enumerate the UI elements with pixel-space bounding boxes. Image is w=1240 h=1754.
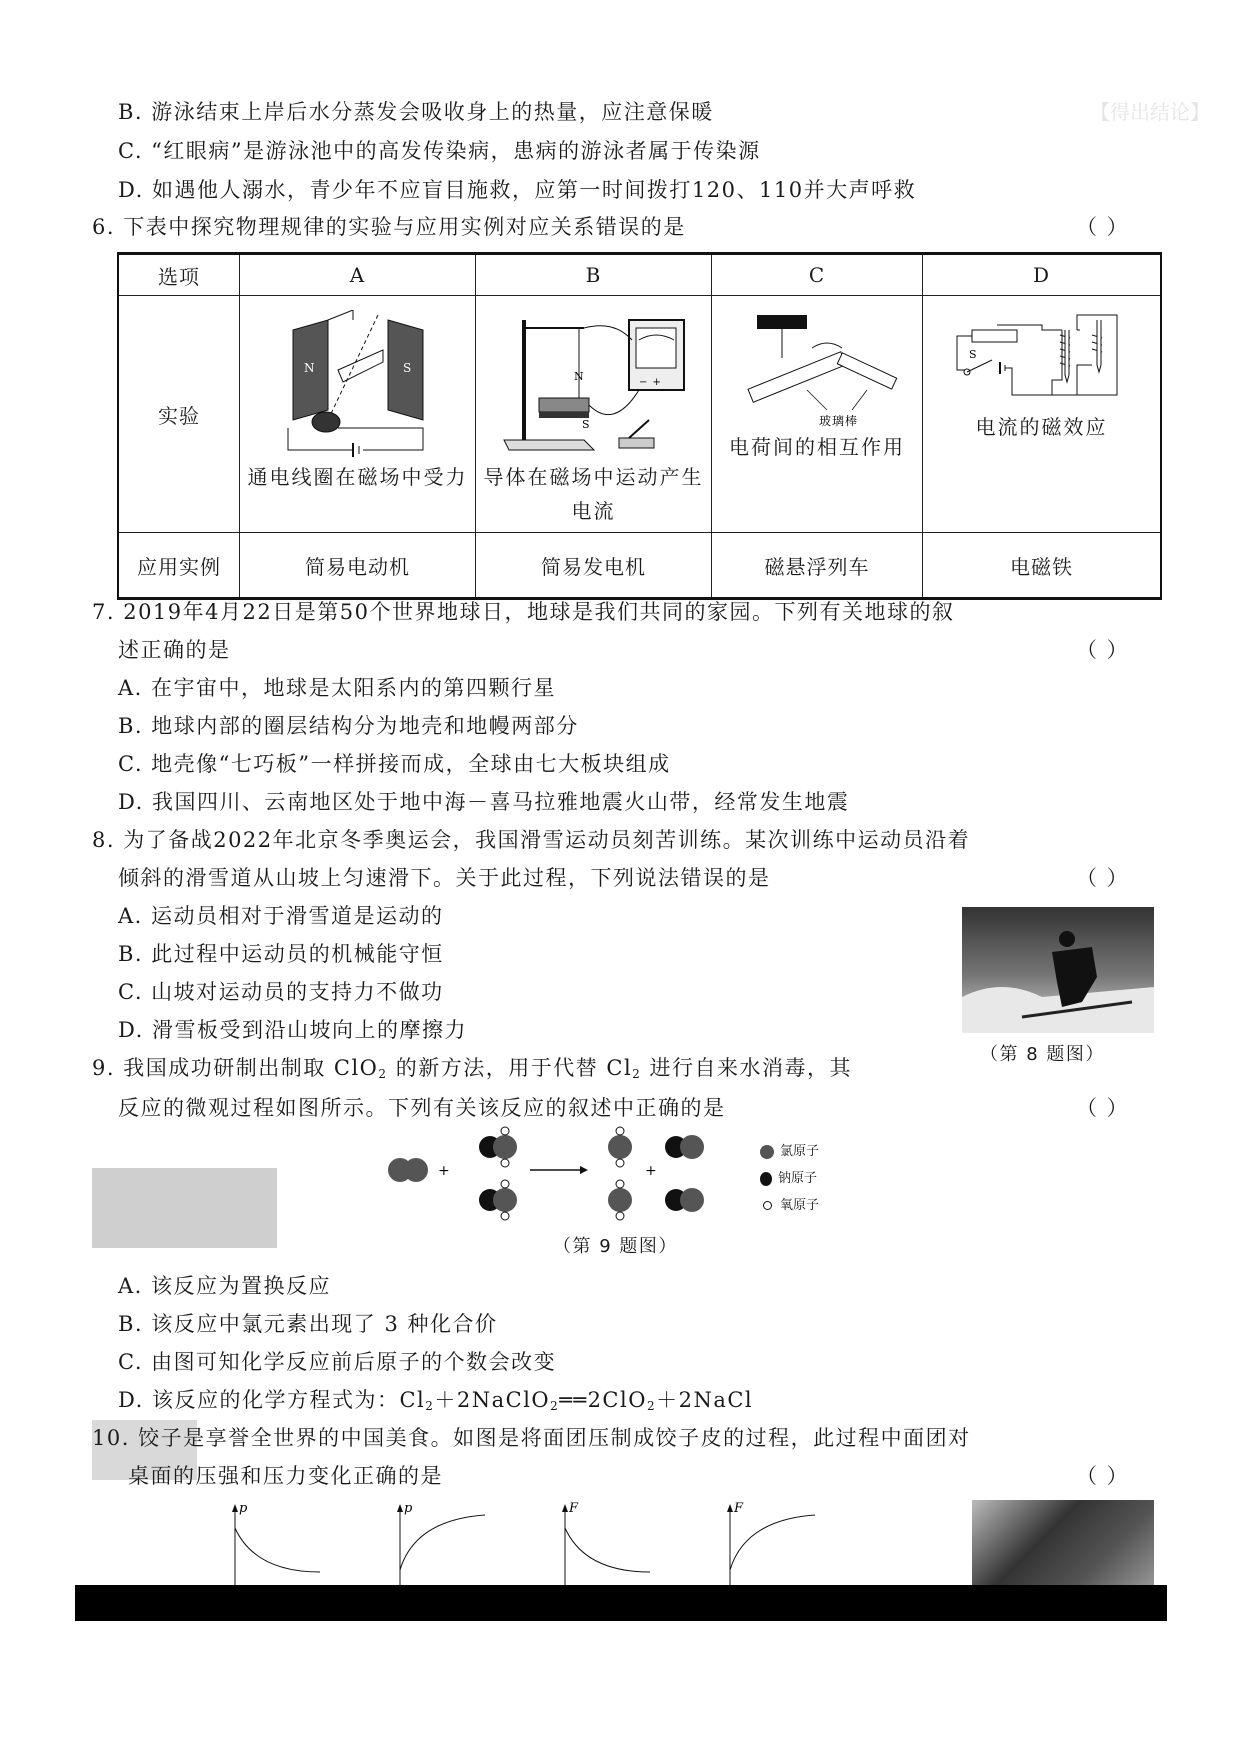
q10-option-graphs [225, 1500, 745, 1590]
legend-sodium [760, 1167, 819, 1186]
q7-option-a: A. 在宇宙中，地球是太阳系内的第四颗行星 [118, 676, 557, 700]
q9-stem-line1 [92, 1052, 852, 1082]
svg-text:N: N [573, 370, 585, 383]
q9-stem-line2: 反应的微观过程如图所示。下列有关该反应的叙述中正确的是 [118, 1096, 726, 1120]
q5-option-c: C. “红眼病”是游泳池中的高发传染病，患病的游泳者属于传染源 [118, 139, 761, 163]
experiment-b-caption: 导体在磁场中运动产生电流 [483, 465, 704, 523]
svg-text:+: + [438, 1163, 450, 1179]
header-a: A [240, 254, 476, 296]
q5-option-d: D. 如遇他人溺水，青少年不应盲目施救，应第一时间拨打120、110并大声呼救 [118, 178, 917, 202]
q8-option-d: D. 滑雪板受到沿山坡向上的摩擦力 [118, 1018, 467, 1042]
equation-part: ══2ClO [559, 1388, 647, 1412]
q8-stem-line1: 8. 为了备战2022年北京冬季奥运会，我国滑雪运动员刻苦训练。某次训练中运动员沿着 [92, 828, 971, 852]
q6-experiment-table [117, 252, 1162, 600]
q7-stem-line2: 述正确的是 [118, 638, 231, 662]
q8-answer-bracket: （ ） [1076, 866, 1130, 890]
q9-option-d [118, 1384, 753, 1414]
q5-option-b: B. 游泳结束上岸后水分蒸发会吸收身上的热量，应注意保暖 [118, 100, 714, 124]
reaction-diagram [380, 1125, 710, 1225]
skier-silhouette [962, 907, 1154, 1033]
skier-photo [962, 907, 1154, 1033]
graph-d-curve [715, 1500, 825, 1590]
q8-option-a: A. 运动员相对于滑雪道是运动的 [118, 904, 444, 928]
svg-text:S: S [402, 361, 412, 375]
q7-option-c: C. 地壳像“七巧板”一样拼接而成，全球由七大板块组成 [118, 752, 671, 776]
experiment-d [923, 296, 1162, 533]
q8-stem-line2: 倾斜的滑雪道从山坡上匀速滑下。关于此过程，下列说法错误的是 [118, 866, 771, 890]
experiment-c [712, 296, 923, 533]
bleed-through-text: 【得出结论】 [1090, 100, 1210, 124]
header-b: B [476, 254, 712, 296]
q9-stem-part: 进行自来水消毒，其 [641, 1056, 852, 1080]
svg-text:玻璃棒: 玻璃棒 [819, 414, 859, 428]
q7-option-b: B. 地球内部的圈层结构分为地壳和地幔两部分 [118, 714, 579, 738]
subscript: 2 [646, 1399, 657, 1413]
q6-answer-bracket: （ ） [1076, 215, 1130, 239]
q8-option-b: B. 此过程中运动员的机械能守恒 [118, 942, 444, 966]
subscript: 2 [550, 1399, 560, 1413]
subscript: 2 [632, 1067, 642, 1081]
generator-diagram [494, 310, 694, 460]
motor-coil-diagram [258, 310, 458, 460]
charge-interaction-diagram [727, 310, 907, 430]
electromagnet-diagram [952, 310, 1132, 410]
dumpling-photo [972, 1500, 1154, 1590]
equation-part: ＋2NaCl [656, 1388, 754, 1412]
subscript: 2 [378, 1067, 388, 1081]
sodium-atom-icon [760, 1172, 772, 1186]
experiment-a [240, 296, 476, 533]
application-a: 简易电动机 [240, 533, 476, 599]
chlorine-atom-icon [760, 1145, 774, 1159]
oxygen-atom-icon [763, 1201, 772, 1210]
svg-text:S: S [581, 418, 591, 431]
svg-text:p: p [239, 1501, 248, 1516]
scan-artifact [92, 1168, 277, 1248]
graph-b [397, 1501, 485, 1590]
application-c: 磁悬浮列车 [712, 533, 923, 599]
q9-stem-part: 9. 我国成功研制出制取 ClO [92, 1056, 379, 1080]
svg-text:+: + [645, 1163, 657, 1179]
equation-part: ＋2NaClO [434, 1388, 551, 1412]
q6-stem: 6. 下表中探究物理规律的实验与应用实例对应关系错误的是 [92, 215, 686, 239]
graph-c [562, 1501, 650, 1590]
q9-stem-part: 的新方法，用于代替 Cl [387, 1056, 633, 1080]
application-d: 电磁铁 [923, 533, 1162, 599]
svg-text:N: N [303, 361, 315, 375]
experiment-a-caption: 通电线圈在磁场中受力 [247, 465, 468, 489]
q9-answer-bracket: （ ） [1076, 1096, 1130, 1120]
q7-option-d: D. 我国四川、云南地区处于地中海－喜马拉雅地震火山带，经常发生地震 [118, 790, 850, 814]
reaction-legend [760, 1140, 819, 1213]
q10-stem-line2: 桌面的压强和压力变化正确的是 [128, 1464, 443, 1488]
equation-part: D. 该反应的化学方程式为：Cl [118, 1388, 426, 1412]
svg-text:F: F [569, 1501, 579, 1516]
experiment-b [476, 296, 712, 533]
svg-text:p: p [404, 1501, 413, 1516]
q8-option-c: C. 山坡对运动员的支持力不做功 [118, 980, 444, 1004]
q10-answer-bracket: （ ） [1076, 1464, 1130, 1488]
svg-text:− +: − + [638, 377, 662, 388]
q9-option-b: B. 该反应中氯元素出现了 3 种化合价 [118, 1312, 498, 1336]
experiment-d-caption: 电流的磁效应 [975, 415, 1108, 439]
legend-oxygen [760, 1194, 819, 1213]
scan-black-bar [75, 1585, 1167, 1621]
legend-label: 氯原子 [780, 1144, 820, 1159]
q9-figure-caption: （第 9 题图） [553, 1236, 678, 1257]
q8-figure-caption: （第 8 题图） [980, 1044, 1105, 1065]
header-c: C [712, 254, 923, 296]
legend-label: 钠原子 [778, 1171, 818, 1186]
svg-text:F: F [734, 1501, 744, 1516]
row-label-application: 应用实例 [118, 533, 240, 599]
row-label-experiment: 实验 [118, 296, 240, 533]
q10-stem-line1: 10. 饺子是享誉全世界的中国美食。如图是将面团压制成饺子皮的过程，此过程中面团对 [92, 1426, 971, 1450]
q9-option-c: C. 由图可知化学反应前后原子的个数会改变 [118, 1350, 557, 1374]
graph-a [232, 1501, 320, 1590]
legend-chlorine [760, 1140, 819, 1159]
header-d: D [923, 254, 1162, 296]
header-option: 选项 [118, 254, 240, 296]
legend-label: 氧原子 [780, 1198, 820, 1213]
experiment-c-caption: 电荷间的相互作用 [729, 435, 905, 459]
q7-stem-line1: 7. 2019年4月22日是第50个世界地球日，地球是我们共同的家园。下列有关地球的叙 [92, 600, 955, 624]
q7-answer-bracket: （ ） [1076, 638, 1130, 662]
q9-option-a: A. 该反应为置换反应 [118, 1274, 332, 1298]
svg-text:S: S [968, 348, 978, 361]
application-b: 简易发电机 [476, 533, 712, 599]
subscript: 2 [425, 1399, 435, 1413]
